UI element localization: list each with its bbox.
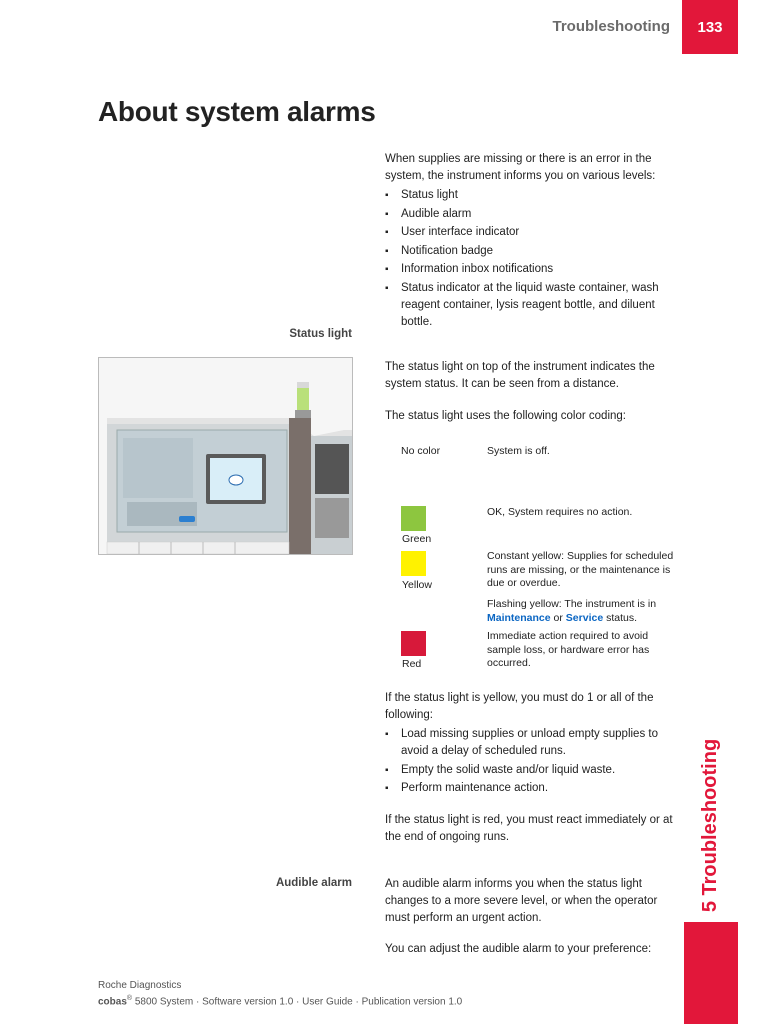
chapter-tab-text: 5 Troubleshooting	[699, 738, 722, 912]
yellow-label: Yellow	[402, 579, 432, 591]
chapter-tab-marker	[684, 922, 738, 1024]
red-action-paragraph: If the status light is red, you must react immediately or at the end of ongoing runs.	[385, 814, 673, 843]
intro-block	[385, 151, 675, 332]
audible-alarm-adjust-paragraph: You can adjust the audible alarm to your preference:	[385, 943, 652, 955]
running-header-section: Troubleshooting	[552, 18, 670, 35]
status-light-description	[385, 359, 675, 393]
yellow-action-block	[385, 690, 675, 799]
yellow-constant-description: Constant yellow: Supplies for scheduled runs are missing, or the maintenance is due or overdue.	[487, 550, 674, 589]
red-action-block	[385, 812, 675, 846]
color-coding-intro	[385, 408, 675, 425]
footer-brand: cobas	[98, 996, 127, 1008]
status-light-heading: Status light	[289, 328, 352, 340]
audible-alarm-block	[385, 876, 675, 927]
status-text: status.	[606, 611, 638, 624]
page-title: About system alarms	[98, 96, 376, 127]
page-number-tab: 133	[682, 0, 738, 54]
status-light-paragraph: The status light on top of the instrument indicates the system status. It can be seen from a distance.	[385, 361, 655, 390]
list-item: ▪ Load missing supplies or unload empty supplies to avoid a delay of scheduled runs.	[385, 726, 675, 760]
audible-alarm-paragraph: An audible alarm informs you when the status light changes to a more severe level, or when the operator must perform an urgent action.	[385, 878, 658, 924]
chapter-tab-label	[681, 732, 741, 918]
green-swatch	[401, 506, 426, 531]
footer-doc-info: 5800 System · Software version 1.0 · User Guide · Publication version 1.0	[132, 996, 463, 1008]
red-label: Red	[402, 658, 422, 670]
green-label: Green	[402, 533, 432, 545]
yellow-action-paragraph: If the status light is yellow, you must do 1 or all of the following:	[385, 692, 654, 721]
list-item: ▪ Information inbox notifications	[385, 261, 675, 278]
red-description: Immediate action required to avoid sample loss, or hardware error has occurred.	[487, 630, 650, 669]
maintenance-link[interactable]: Maintenance	[487, 611, 551, 624]
list-item: ▪ Audible alarm	[385, 206, 675, 223]
list-item: ▪ Perform maintenance action.	[385, 780, 675, 797]
list-item: ▪ User interface indicator	[385, 224, 675, 241]
footer-registered-mark: ®	[126, 995, 133, 1002]
footer-company: Roche Diagnostics	[98, 980, 182, 991]
intro-paragraph: When supplies are missing or there is an error in the system, the instrument informs you on various levels:	[385, 153, 656, 182]
no-color-label: No color	[401, 445, 441, 457]
audible-alarm-heading: Audible alarm	[275, 877, 352, 889]
no-color-description: System is off.	[487, 445, 550, 457]
footer-document	[98, 995, 462, 1007]
list-item: ▪ Notification badge	[385, 243, 675, 260]
yellow-swatch	[401, 551, 426, 576]
yellow-flashing-description	[487, 598, 677, 625]
or-text: or	[553, 611, 563, 624]
alarm-levels-list	[385, 187, 675, 331]
list-item: ▪ Status light	[385, 187, 675, 204]
service-link[interactable]: Service	[565, 611, 604, 624]
instrument-photo	[98, 357, 353, 555]
audible-alarm-adjust	[385, 941, 675, 958]
flashing-text: Flashing yellow: The instrument is in	[487, 598, 657, 610]
list-item: ▪ Empty the solid waste and/or liquid waste.	[385, 762, 675, 779]
instrument-illustration	[99, 358, 352, 554]
list-item: ▪ Status indicator at the liquid waste container, wash reagent container, lysis reagent bottle, and diluent bottle.	[385, 280, 675, 331]
yellow-action-list	[385, 726, 675, 797]
color-coding-paragraph: The status light uses the following color coding:	[385, 410, 626, 422]
green-description: OK, System requires no action.	[487, 506, 633, 518]
red-swatch	[401, 631, 426, 656]
